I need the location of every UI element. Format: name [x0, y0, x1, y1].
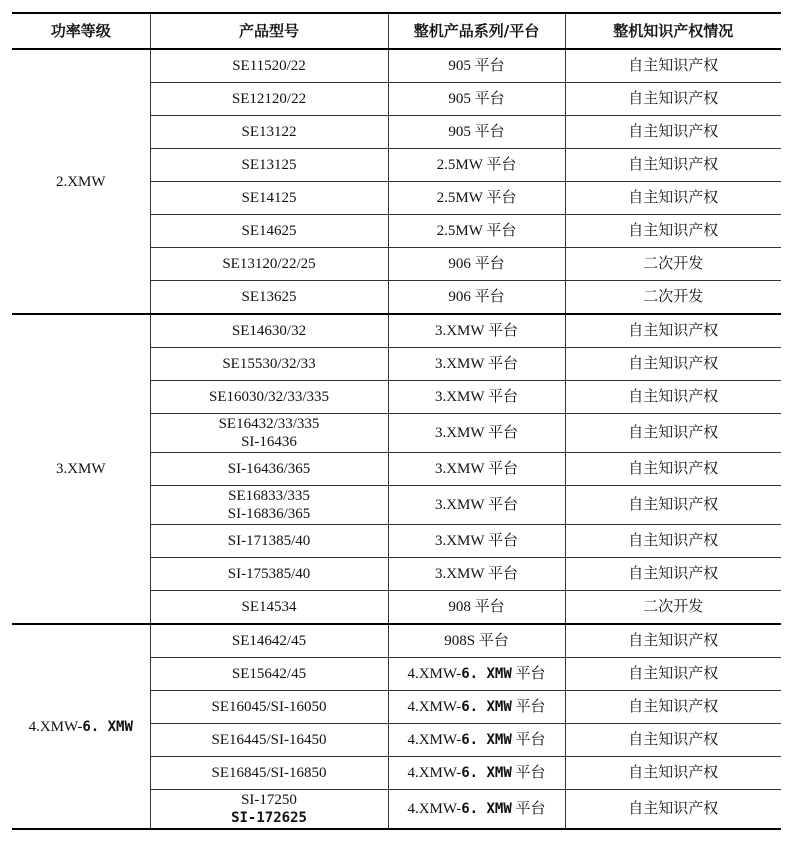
ip-status-cell: 自主知识产权	[565, 790, 781, 830]
platform-cell	[388, 381, 565, 414]
platform-cell	[388, 486, 565, 525]
platform-cell	[388, 348, 565, 381]
platform-label-suffix: 平台	[511, 666, 546, 682]
power-class-label: 4.XMW-	[28, 718, 83, 735]
platform-label-suffix: 平台	[511, 801, 546, 817]
product-model-cell	[150, 591, 388, 625]
platform-label-bold: 6. XMW	[461, 666, 512, 682]
ip-status-cell: 自主知识产权	[565, 314, 781, 348]
product-model-cell	[150, 314, 388, 348]
product-model: SE16030/32/33/335	[208, 389, 329, 405]
platform-cell	[388, 49, 565, 83]
platform-label-bold: 6. XMW	[461, 801, 512, 817]
platform-cell	[388, 182, 565, 215]
platform-cell	[388, 691, 565, 724]
product-model-cell	[150, 724, 388, 757]
ip-status-cell: 自主知识产权	[565, 525, 781, 558]
ip-status-cell: 自主知识产权	[565, 757, 781, 790]
platform-label: 4.XMW-	[407, 666, 462, 682]
product-model: SE13122	[241, 124, 297, 140]
ip-status-cell: 自主知识产权	[565, 624, 781, 658]
platform-cell	[388, 116, 565, 149]
platform-label: 4.XMW-	[407, 765, 462, 781]
ip-status-cell: 自主知识产权	[565, 49, 781, 83]
table-row	[12, 314, 781, 348]
product-model-cell	[150, 757, 388, 790]
product-model-cell	[150, 248, 388, 281]
platform-cell	[388, 757, 565, 790]
platform-label: 3.XMW 平台	[434, 323, 519, 339]
power-class-label: 3.XMW	[55, 461, 106, 477]
ip-status-cell: 二次开发	[565, 281, 781, 315]
product-model-cell	[150, 381, 388, 414]
platform-cell	[388, 281, 565, 315]
table-row	[12, 49, 781, 83]
ip-status-cell: 自主知识产权	[565, 348, 781, 381]
platform-cell	[388, 624, 565, 658]
platform-label: 2.5MW 平台	[436, 190, 517, 206]
product-model-cell	[150, 182, 388, 215]
table-row	[12, 624, 781, 658]
platform-label: 908 平台	[448, 599, 505, 615]
platform-cell	[388, 248, 565, 281]
product-model: SE14534	[241, 599, 297, 615]
platform-label: 2.5MW 平台	[436, 223, 517, 239]
table-body	[12, 49, 781, 829]
platform-label: 905 平台	[448, 58, 505, 74]
product-model: SE16045/SI-16050	[211, 699, 327, 715]
ip-status-cell: 二次开发	[565, 248, 781, 281]
platform-cell	[388, 591, 565, 625]
ip-status-cell: 自主知识产权	[565, 558, 781, 591]
product-model-secondary: SI-16436	[241, 434, 297, 450]
header-row	[12, 13, 781, 49]
platform-label-suffix: 平台	[511, 699, 546, 715]
product-model-cell	[150, 83, 388, 116]
platform-label: 906 平台	[448, 289, 505, 305]
product-model-cell	[150, 453, 388, 486]
platform-label: 3.XMW 平台	[434, 425, 519, 441]
product-model: SE13125	[241, 157, 297, 173]
product-model-secondary: SI-16836/365	[227, 506, 311, 522]
platform-cell	[388, 149, 565, 182]
platform-cell	[388, 724, 565, 757]
header-platform: 整机产品系列/平台	[388, 13, 565, 49]
product-model: SE13625	[241, 289, 297, 305]
ip-status-cell: 自主知识产权	[565, 453, 781, 486]
ip-status-cell: 自主知识产权	[565, 83, 781, 116]
header-product-model: 产品型号	[150, 13, 388, 49]
product-model: SE13120/22/25	[222, 256, 316, 272]
product-model: SE14630/32	[231, 323, 307, 339]
product-model: SE11520/22	[232, 58, 306, 74]
platform-label-suffix: 平台	[511, 765, 546, 781]
product-model: SI-175385/40	[227, 566, 311, 582]
platform-label: 908S 平台	[444, 633, 509, 649]
product-model: SE16432/33/335	[218, 416, 320, 432]
platform-cell	[388, 83, 565, 116]
ip-status-cell: 自主知识产权	[565, 658, 781, 691]
power-class-label: 2.XMW	[55, 173, 106, 190]
table-header	[12, 13, 781, 49]
ip-status-cell: 自主知识产权	[565, 149, 781, 182]
ip-status-cell: 自主知识产权	[565, 414, 781, 453]
platform-cell	[388, 525, 565, 558]
power-class-label-bold: 6. XMW	[82, 718, 133, 735]
product-model-cell	[150, 624, 388, 658]
product-model: SE12120/22	[231, 91, 307, 107]
platform-label: 3.XMW 平台	[434, 389, 519, 405]
product-model-cell	[150, 558, 388, 591]
power-class-cell	[12, 49, 150, 314]
platform-label-bold: 6. XMW	[461, 765, 512, 781]
platform-cell	[388, 414, 565, 453]
wind-turbine-product-table	[12, 12, 781, 830]
platform-label: 906 平台	[448, 256, 505, 272]
product-model-cell	[150, 49, 388, 83]
platform-label: 4.XMW-	[407, 801, 462, 817]
platform-label: 3.XMW 平台	[434, 566, 519, 582]
header-power-class: 功率等级	[12, 13, 150, 49]
ip-status-cell: 自主知识产权	[565, 691, 781, 724]
product-model-secondary: SI-172625	[231, 810, 307, 826]
product-model-cell	[150, 414, 388, 453]
ip-status-cell: 二次开发	[565, 591, 781, 625]
platform-label: 4.XMW-	[407, 699, 462, 715]
platform-label: 3.XMW 平台	[434, 356, 519, 372]
product-model: SI-16436/365	[227, 461, 311, 477]
product-model: SI-17250	[241, 792, 297, 808]
product-model-cell	[150, 691, 388, 724]
platform-cell	[388, 658, 565, 691]
platform-label: 4.XMW-	[407, 732, 462, 748]
product-model-cell	[150, 149, 388, 182]
platform-label: 3.XMW 平台	[434, 497, 519, 513]
product-model-cell	[150, 116, 388, 149]
power-class-cell	[12, 314, 150, 624]
product-model: SE16445/SI-16450	[211, 732, 327, 748]
product-model: SE14125	[241, 190, 297, 206]
platform-cell	[388, 790, 565, 830]
platform-label: 905 平台	[448, 124, 505, 140]
platform-cell	[388, 215, 565, 248]
product-model-cell	[150, 790, 388, 830]
product-model-cell	[150, 215, 388, 248]
platform-label: 905 平台	[448, 91, 505, 107]
ip-status-cell: 自主知识产权	[565, 215, 781, 248]
product-model: SE16845/SI-16850	[211, 765, 327, 781]
product-model: SI-171385/40	[227, 533, 311, 549]
platform-label: 3.XMW 平台	[434, 533, 519, 549]
header-ip-status: 整机知识产权情况	[565, 13, 781, 49]
product-model-cell	[150, 658, 388, 691]
ip-status-cell: 自主知识产权	[565, 182, 781, 215]
platform-cell	[388, 314, 565, 348]
product-model: SE15642/45	[231, 666, 307, 682]
product-model: SE14625	[241, 223, 297, 239]
platform-cell	[388, 453, 565, 486]
product-model-cell	[150, 281, 388, 315]
ip-status-cell: 自主知识产权	[565, 381, 781, 414]
product-model: SE15530/32/33	[222, 356, 316, 372]
platform-label-suffix: 平台	[511, 732, 546, 748]
platform-label-bold: 6. XMW	[461, 699, 512, 715]
ip-status-cell: 自主知识产权	[565, 116, 781, 149]
ip-status-cell: 自主知识产权	[565, 486, 781, 525]
ip-status-cell: 自主知识产权	[565, 724, 781, 757]
product-model: SE14642/45	[231, 633, 307, 649]
platform-cell	[388, 558, 565, 591]
product-model-cell	[150, 486, 388, 525]
product-model-cell	[150, 525, 388, 558]
platform-label: 3.XMW 平台	[434, 461, 519, 477]
platform-label-bold: 6. XMW	[461, 732, 512, 748]
product-model: SE16833/335	[228, 488, 310, 504]
product-model-cell	[150, 348, 388, 381]
platform-label: 2.5MW 平台	[436, 157, 517, 173]
power-class-cell	[12, 624, 150, 829]
